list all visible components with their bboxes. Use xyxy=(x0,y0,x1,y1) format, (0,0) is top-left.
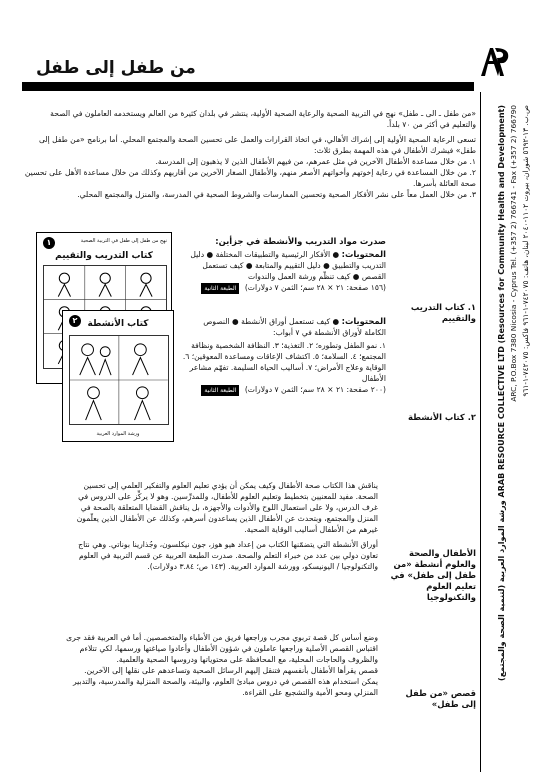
intro-section xyxy=(24,108,476,200)
section1-body xyxy=(180,236,386,294)
side-contact-strip xyxy=(496,105,532,765)
section1-contents-label: المحتويات: xyxy=(341,249,386,259)
section3-paragraph-2: أوراق الأنشطة التي يتضمّنها الكتاب من إعداد هيو هوز، جون نيكلسون، وجُذارينا بوناتي. وهي نتاج تعاون دولي بين عدد من خبراء التعلم والصحة. صدرت الطبعة العربية عن قسم التربية في العلوم والتكنولوجيا / اليونيسكو، وورشة الموارد العربية. (١٤٣ ص؛ ٣.٨٤ دولارات). xyxy=(78,540,378,571)
section3-body xyxy=(60,480,378,572)
arc-logo-icon xyxy=(478,44,512,78)
cover2-title: كتاب الأنشطة xyxy=(87,319,149,329)
section3-paragraph-1: يناقش هذا الكتاب صحة الأطفال وكيف يمكن أن يؤدي تعليم العلوم والتفكير العلمي إلى تحسين الصحة. مفيد للمعنيين بتخطيط وتعليم العلوم للأطفال، وللمدرِّسين. وهو لا يركِّز على الدروس في غرف الدرس، ولا على استعمال اللوح والأدوات والأجهزة، بل يناقش القضايا المتعلقة بالصحة في المنزل والمجتمع، وبتحدث عن الأطفال الذين يساعدون أسرهم، وكذلك عن الأطفال الذين يعلّمون غيرهم من الأطفال أساليب الوقاية الصحية. xyxy=(76,481,378,534)
page-title: من طفل إلى طفل xyxy=(36,58,196,78)
section4-paragraph-2: قصص يقرأها الأطفال بأنفسهم فتنقل إليهم الرسائل الصحية وتساعدهم على نقلها إلى الآخرين. xyxy=(84,666,378,675)
section2-edition: الطبعة الثانية xyxy=(201,385,239,396)
section4-label: قصص «من طفل إلى طفل» xyxy=(405,688,476,709)
intro-paragraph-2: تسعى الرعاية الصحية الأولية إلى إشراك الأهالي، في اتخاذ القرارات والعمل على تحسين الصحة والمجتمع المحلي. أما برنامج «من طفل إلى طفل» فيشرك الأطفال في هذه المهمة بطرق ثلاث: xyxy=(38,135,476,155)
section2-contents-label: المحتويات: xyxy=(341,316,386,326)
intro-item-1: ١. من خلال مساعدة الأطفال الآخرين في مثل عمرهم، من فيهم الأطفال الذين لا يذهبون إلى المدرسة. xyxy=(155,157,476,166)
cover2-footer: ورشة الموارد العربية xyxy=(96,431,140,437)
section2-body xyxy=(180,316,386,396)
section1-contents: ● الأفكار الرئيسية والتطبيقات المختلفة ● دليل التدريب والتطبيق ● دليل التقييم والمتابعة ● كيف تستعمل القصص ● كيف تنظّم ورشة العمل والندوات xyxy=(190,250,386,281)
side-divider xyxy=(480,92,481,772)
intro-item-2: ٢. من خلال المساعدة في رعاية إخوتهم وأخواتهم الأصغر منهم، والأطفال الصغار الآخرين من أقاربهم وكذلك من خلال مساعدة الأهل على تحسين صحة العائلة بأسرها. xyxy=(24,168,476,188)
section2-pages-price: (٢٠٠ صفحة: ٢١ × ٢٨ سم؛ الثمن ٧ دولارات) xyxy=(244,385,386,394)
org-name: ARAB RESOURCE COLLECTIVE LTD (Resources for Community Health and Development) ورشة الموارد العربية (لتنمية الصحة والمجتمع) xyxy=(497,105,506,681)
header-rule xyxy=(22,82,474,91)
cover2-illustration xyxy=(69,335,169,425)
section4-paragraph-3: يمكن استخدام هذه القصص في دروس مبادئ العلوم، والبيئة، والصحة المنزلية والمدرسية، والتدبير المنزلي ومحو الأمية والتشجيع على القراءة. xyxy=(72,677,378,697)
cover2-number: ٢ xyxy=(69,315,81,327)
section1-pages-price: (١٥٦ صفحة: ٢١ × ٢٨ سم؛ الثمن ٧ دولارات) xyxy=(244,283,386,292)
section4-body xyxy=(60,632,378,698)
intro-item-3: ٣. من خلال العمل معاً على نشر الأفكار الصحية وتحسين الممارسات والشروط الصحية في المدرسة، والمنزل والمجتمع المحلي. xyxy=(77,190,476,199)
address-en: ARC, P.O.Box 7380 Nicosia - Cyprus Tel. (+357 2) 766741 - Fax (+357 2) 766790 xyxy=(509,105,518,402)
section2-chapters: ١. نمو الطفل وتطوره؛ ٢. التغذية؛ ٣. النظافة الشخصية ونظافة المجتمع؛ ٤. السلامة؛ ٥. اكتشاف الإعاقات ومساعدة المعوقين؛ ٦. الوقاية وعلاج الأمراض؛ ٧. أساليب الحياة السليمة. تفهّم مشاعر الأطفال xyxy=(182,341,386,383)
cover1-title: كتاب التدريب والتقييم xyxy=(55,251,153,261)
section2-label: ٢. كتاب الأنشطة xyxy=(408,412,476,422)
address-ar: ص.ب. ١٣-٥٦٩٢ شوران، بيروت ١١٠٢-٢٠٤٠ لبنان، هاتف: ٧٤٢٠٧٥-١-٩٦١ فاكس: ٧٤٢٠٧٥-١-٩٦١ xyxy=(521,105,530,397)
section1-heading: صدرت مواد التدريب والأنشطة في جزأين: xyxy=(215,236,386,246)
section2-book-cover xyxy=(62,310,174,442)
section2-contents: ● كيف تستعمل أوراق الأنشطة ● النصوص الكاملة لأوراق الأنشطة في ٧ أبواب: xyxy=(203,317,386,337)
cover1-top-text: نهج من طفل إلى طفل في التربية الصحية xyxy=(80,238,167,244)
intro-paragraph-1: «من طفل ـ الى ـ طفل» نهج في التربية الصحية والرعاية الصحية الأولية، ينتشر في بلدان كثيرة من العالم ويستخدمه العاملون في الصحة والتعليم في أكثر من ٧٠ بلداً. xyxy=(50,109,476,129)
cover1-number: ١ xyxy=(43,237,55,249)
section1-edition: الطبعة الثانية xyxy=(201,283,239,294)
section1-label: ١. كتاب التدريب والتقييم xyxy=(410,302,476,323)
section4-paragraph-1: وضع أساس كل قصة تربوي مجرب وراجعها فريق من الأطباء والمتخصصين. أما في العربية فقد جرى اقتباس القصص الأصلية وراجعها عاملون في شؤون الأطفال وأعادوا صياغتها ورسمها، لكي تتلاءم والظروف والحاجات المحلية، مع المحافظة على محتوياتها ودروسها الصحية والعلمية. xyxy=(66,633,378,664)
section3-label: الأطفال والصحة والعلوم أنشطة «من طفل إلى طفل» في تعليم العلوم والتكنولوجيا xyxy=(390,548,476,602)
